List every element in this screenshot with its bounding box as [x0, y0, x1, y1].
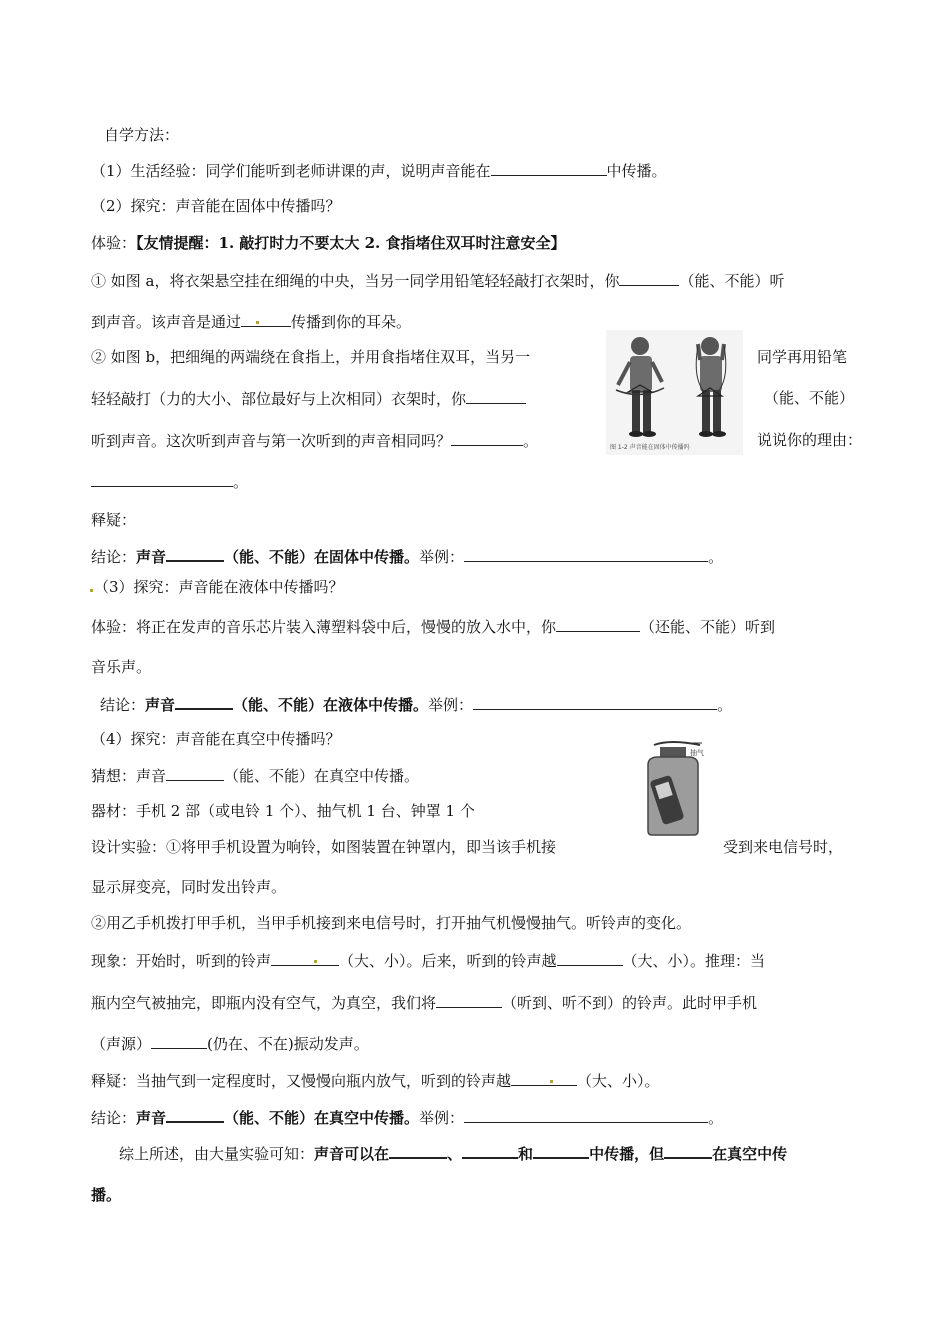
- experience-liquid-b: 音乐声。: [91, 658, 152, 676]
- reason-prompt: 说说你的理由：: [757, 431, 863, 449]
- figure-caption: 图 1-2 声音能在固体中传播吗: [610, 444, 690, 451]
- text: 。: [717, 696, 733, 714]
- step-2-line-c: [91, 430, 538, 451]
- text: 猜想：声音: [91, 767, 167, 785]
- life-experience-line: [91, 160, 667, 181]
- answer-blank[interactable]: [556, 616, 640, 632]
- text: (仍在、不在)振动发声。: [207, 1035, 369, 1053]
- reason-line: [91, 471, 248, 492]
- text: （大、小）。推理：当: [622, 952, 766, 970]
- conclusion-text: 声音: [136, 1109, 167, 1127]
- figure-bell-jar: [640, 737, 710, 837]
- answer-blank[interactable]: [557, 950, 623, 966]
- experience-liquid: [91, 616, 775, 637]
- answer-blank[interactable]: [491, 160, 607, 176]
- text: （1）生活经验：同学们能听到老师讲课的声，说明声音能在: [91, 162, 491, 180]
- design-line: [91, 837, 556, 857]
- text: 瓶内空气被抽完，即瓶内没有空气，为真空，我们将: [91, 994, 437, 1012]
- section-2-title: （2）探究：声音能在固体中传播吗？: [91, 197, 341, 215]
- summary-bold: 和: [518, 1145, 534, 1163]
- pump-label: 抽气: [690, 749, 704, 757]
- example-blank[interactable]: [464, 546, 708, 562]
- step-2-line-right: 同学再用铅笔: [757, 348, 848, 366]
- step-2-line-b: [91, 388, 526, 409]
- answer-blank[interactable]: [511, 1070, 577, 1086]
- conclusion-solid: [91, 545, 723, 567]
- example-label: 举例：: [428, 696, 474, 714]
- step-2-line-b-right: （能、不能）: [764, 389, 855, 407]
- conclusion-vacuum: [91, 1106, 723, 1128]
- phenomenon-line-c: [91, 1033, 369, 1054]
- answer-blank[interactable]: [619, 270, 679, 286]
- text: 到声音。该声音是通过: [91, 313, 242, 331]
- text: 。: [708, 1109, 724, 1127]
- step-2-phone: ②用乙手机拨打甲手机，当甲手机接到来电信号时，打开抽气机慢慢抽气。听铃声的变化。: [91, 914, 692, 932]
- design-line-right: 受到来电信号时，: [723, 838, 844, 856]
- text: （能、不能）在真空中传播。: [224, 767, 420, 785]
- step-1-line-b: [91, 311, 411, 332]
- text: （大、小）。后来，听到的铃声越: [339, 952, 557, 970]
- safety-tip: 【友情提醒：1. 敲打时力不要太大 2. 食指堵住双耳时注意安全】: [136, 234, 566, 252]
- boys-illustration: [606, 330, 743, 455]
- conclusion-text: 声音: [145, 696, 176, 714]
- answer-blank[interactable]: [175, 693, 233, 710]
- conclusion-text: （能、不能）在固体中传播。: [224, 548, 420, 566]
- example-blank[interactable]: [464, 1107, 708, 1123]
- text: 传播到你的耳朵。: [291, 313, 412, 331]
- summary-end: 播。: [91, 1186, 122, 1204]
- section-3-title: [89, 577, 344, 597]
- label: 结论：: [91, 1109, 137, 1127]
- text: （听到、听不到）的铃声。此时甲手机: [502, 994, 758, 1012]
- label: 结论：: [91, 548, 137, 566]
- doubt-2: [91, 1070, 660, 1091]
- answer-blank[interactable]: [241, 311, 291, 327]
- answer-blank[interactable]: [436, 992, 502, 1008]
- text: ① 如图 a，将衣架悬空挂在细绳的中央，当另一同学用铅笔轻轻敲打衣架时，你: [91, 272, 620, 290]
- answer-blank[interactable]: [451, 430, 523, 446]
- example-label: 举例：: [419, 1109, 465, 1127]
- doubt-1: 释疑：: [91, 511, 137, 529]
- conclusion-text: （能、不能）在液体中传播。: [233, 696, 429, 714]
- method-heading: 自学方法：: [104, 126, 180, 144]
- equipment-line: 器材：手机 2 部（或电铃 1 个）、抽气机 1 台、钟罩 1 个: [91, 802, 475, 820]
- text: 。: [708, 548, 724, 566]
- answer-blank[interactable]: [466, 388, 526, 404]
- answer-blank[interactable]: [166, 1106, 224, 1123]
- text: （大、小）。: [577, 1072, 660, 1090]
- step-2-line: [91, 347, 530, 367]
- conclusion-liquid: [100, 693, 732, 715]
- summary-bold: 声音可以在: [314, 1145, 390, 1163]
- summary-bold: 中传播，但: [589, 1145, 665, 1163]
- summary-line: [119, 1142, 787, 1164]
- phenomenon-line-b: [91, 992, 757, 1013]
- text: 体验：将正在发声的音乐芯片装入薄塑料袋中后，慢慢的放入水中，你: [91, 618, 557, 636]
- experience-tip-line: [91, 233, 566, 253]
- text: （能、不能）听: [679, 272, 785, 290]
- text: 听到声音。这次听到声音与第一次听到的声音相同吗？: [91, 432, 452, 450]
- guess-line: [91, 765, 419, 786]
- answer-blank[interactable]: [166, 765, 224, 781]
- text: （还能、不能）听到: [640, 618, 776, 636]
- text: 轻轻敲打（力的大小、部位最好与上次相同）衣架时，你: [91, 390, 467, 408]
- conclusion-text: （能、不能）在真空中传播。: [224, 1109, 420, 1127]
- text: 综上所述，由大量实验可知：: [119, 1145, 315, 1163]
- text: 释疑：当抽气到一定程度时，又慢慢向瓶内放气，听到的铃声越: [91, 1072, 512, 1090]
- text: 中传播。: [606, 162, 667, 180]
- summary-bold: 、: [447, 1145, 463, 1163]
- example-blank[interactable]: [473, 694, 717, 710]
- summary-bold: 在真空中传: [712, 1145, 788, 1163]
- answer-blank[interactable]: [462, 1142, 518, 1159]
- text: ② 如图 b，把细绳的两端绕在食指上，并用食指堵住双耳，当另一: [91, 348, 531, 366]
- answer-blank[interactable]: [166, 545, 224, 562]
- answer-blank[interactable]: [533, 1142, 589, 1159]
- label: 结论：: [100, 696, 146, 714]
- text: 设计实验：①将甲手机设置为响铃，如图装置在钟罩内，即当该手机接: [91, 838, 557, 856]
- conclusion-text: 声音: [136, 548, 167, 566]
- text: （声源）: [91, 1035, 152, 1053]
- text: 。: [233, 473, 249, 491]
- answer-blank[interactable]: [271, 950, 339, 966]
- answer-blank[interactable]: [389, 1142, 447, 1159]
- section-4-title: （4）探究：声音能在真空中传播吗？: [91, 730, 341, 748]
- text: 。: [523, 432, 539, 450]
- example-label: 举例：: [419, 548, 465, 566]
- design-line-b: 显示屏变亮，同时发出铃声。: [91, 878, 287, 896]
- step-1-line: [91, 270, 785, 291]
- phenomenon-line: [91, 950, 765, 971]
- text: 现象：开始时，听到的铃声: [91, 952, 272, 970]
- text: （3）探究：声音能在液体中传播吗？: [94, 578, 344, 596]
- answer-blank[interactable]: [151, 1033, 207, 1049]
- answer-blank[interactable]: [664, 1142, 712, 1159]
- label: 体验：: [91, 234, 137, 252]
- figure-boys-hanger: [606, 330, 743, 455]
- reason-blank[interactable]: [91, 471, 233, 487]
